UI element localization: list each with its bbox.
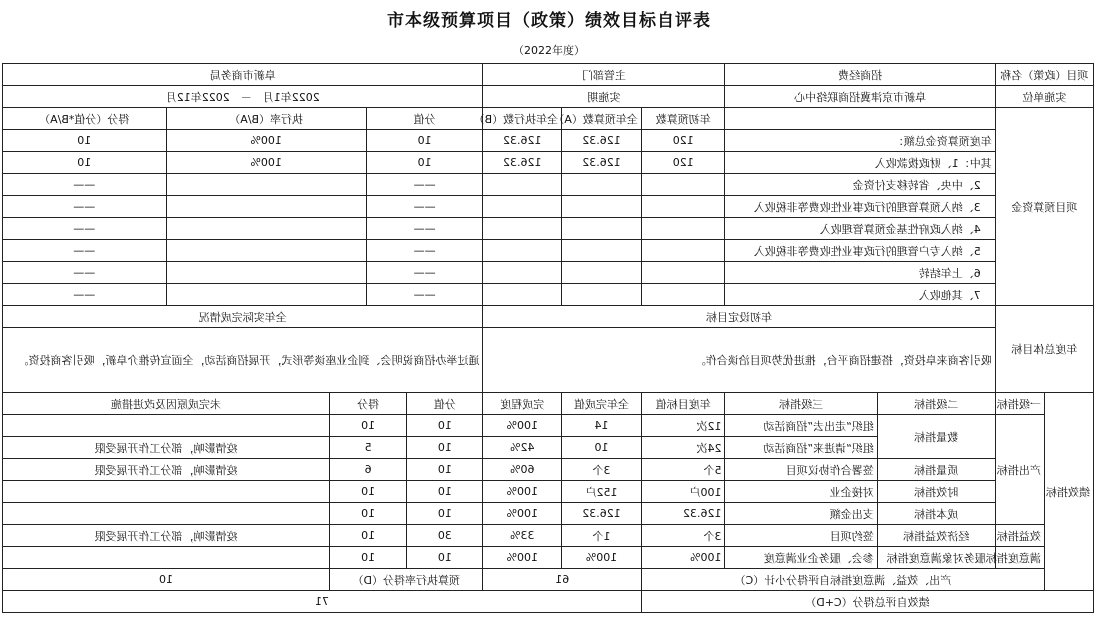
- funds-cell: [483, 240, 562, 262]
- l1-output-label: 产出指标: [995, 415, 1044, 525]
- funds-cell: ——: [366, 262, 483, 284]
- funds-col-header: 年初预算数: [641, 108, 725, 130]
- ind-col-header: 全年完成值: [562, 393, 642, 415]
- ind-col-header: 完成程度: [483, 393, 562, 415]
- ind-target: 24次: [641, 437, 725, 459]
- l3-label: 签署合作协议项目: [725, 459, 877, 481]
- ind-degree: 42%: [483, 437, 562, 459]
- funds-cell: [166, 174, 366, 196]
- funds-row-label: 年度预算资金总额：: [725, 130, 995, 152]
- ind-score: 10: [329, 481, 406, 503]
- funds-cell: [483, 174, 562, 196]
- funds-cell: [641, 240, 725, 262]
- evaluation-table: [2, 63, 1094, 613]
- funds-cell: 126.32: [483, 130, 562, 152]
- ind-degree: 100%: [483, 503, 562, 525]
- ind-target: 100%: [641, 547, 725, 569]
- funds-col-header: 得分（分值*B/A）: [3, 108, 167, 130]
- ind-col-header: 二级指标: [877, 393, 995, 415]
- ind-actual: 126.32: [562, 503, 642, 525]
- funds-row-label: 3、纳入预算管理的行政事业性收费等非税收入: [725, 196, 995, 218]
- period-label: 实施期: [483, 86, 725, 108]
- ind-actual: 1个: [562, 525, 642, 547]
- ind-score: 6: [329, 459, 406, 481]
- funds-cell: ——: [3, 218, 167, 240]
- dept-label: 主管部门: [483, 64, 725, 86]
- funds-cell: ——: [3, 174, 167, 196]
- funds-cell: [641, 284, 725, 306]
- funds-cell: [483, 196, 562, 218]
- ind-score: 10: [329, 503, 406, 525]
- funds-cell: [641, 174, 725, 196]
- goals-actual-text: 通过举办招商说明会、到企业座谈等形式，开展招商活动，全面宣传推介阜新，吸引客商投资。: [3, 328, 483, 393]
- funds-row-label: 2、中央、省转移支付资金: [725, 174, 995, 196]
- ind-score: 10: [329, 525, 406, 547]
- funds-row-label: 6、上年结转: [725, 262, 995, 284]
- goals-plan-label: 年初设定目标: [483, 306, 995, 328]
- funds-col-header: 全年预算数（A）: [562, 108, 642, 130]
- indicators-group-label: 绩效指标: [1044, 393, 1093, 591]
- funds-cell: ——: [3, 240, 167, 262]
- funds-col-header: 全年执行数（B）: [483, 108, 562, 130]
- funds-cell: [483, 284, 562, 306]
- ind-actual: 100%: [562, 547, 642, 569]
- funds-cell: [641, 196, 725, 218]
- l2-label: 经济效益指标: [877, 525, 995, 547]
- funds-cell: [641, 218, 725, 240]
- period-value: 2022年1月 － 2022年12月: [3, 86, 483, 108]
- funds-cell: 120: [641, 152, 725, 174]
- budget-score-label: 预算执行率得分（D）: [329, 569, 483, 591]
- total-value: 71: [3, 591, 642, 613]
- funds-cell: [562, 284, 642, 306]
- l2-label: 时效指标: [877, 481, 995, 503]
- ind-actual: 152户: [562, 481, 642, 503]
- ind-score-max: 10: [407, 415, 483, 437]
- ind-reason: [3, 547, 330, 569]
- ind-col-header: 三级指标: [725, 393, 877, 415]
- funds-cell: ——: [366, 174, 483, 196]
- page-title: 市本级预算项目（政策）绩效目标自评表: [387, 11, 711, 31]
- funds-col-header: 执行率（B/A）: [166, 108, 366, 130]
- funds-cell: 100%: [166, 130, 366, 152]
- total-label: 绩效自评总得分（C+D）: [641, 591, 1093, 613]
- funds-cell: ——: [366, 196, 483, 218]
- l3-label: 支出金额: [725, 503, 877, 525]
- project-name-label: 项目（政策）名称: [995, 64, 1093, 86]
- ind-degree: 100%: [483, 547, 562, 569]
- ind-actual: 3个: [562, 459, 642, 481]
- ind-score: 10: [329, 547, 406, 569]
- l1-satisfaction-label: 满意度指标: [995, 547, 1044, 569]
- ind-reason: 疫情影响，部分工作开展受限: [3, 459, 330, 481]
- ind-col-header: 年度目标值: [641, 393, 725, 415]
- ind-score: 10: [329, 415, 406, 437]
- dept-value: 阜新市商务局: [3, 64, 483, 86]
- funds-cell: 10: [3, 130, 167, 152]
- l3-label: 签约项目: [725, 525, 877, 547]
- funds-cell: 126.32: [483, 152, 562, 174]
- subtotal-label: 产出、效益、满意度指标自评得分小计（C）: [641, 569, 1044, 591]
- funds-cell: [562, 196, 642, 218]
- ind-degree: 33%: [483, 525, 562, 547]
- ind-score-max: 10: [407, 459, 483, 481]
- ind-degree: 60%: [483, 459, 562, 481]
- ind-target: 3个: [641, 525, 725, 547]
- ind-target: 12次: [641, 415, 725, 437]
- funds-cell: ——: [3, 262, 167, 284]
- funds-cell: ——: [366, 284, 483, 306]
- ind-target: 5个: [641, 459, 725, 481]
- funds-cell: 126.32: [562, 152, 642, 174]
- funds-cell: [562, 262, 642, 284]
- ind-degree: 100%: [483, 481, 562, 503]
- funds-row-label: 4、纳入政府性基金预算管理收入: [725, 218, 995, 240]
- ind-col-header: 一级指标: [995, 393, 1044, 415]
- funds-header-blank: [725, 108, 995, 130]
- funds-cell: [166, 196, 366, 218]
- ind-target: 126.32: [641, 503, 725, 525]
- l3-label: 组织“请进来”招商活动: [725, 437, 877, 459]
- funds-row-label: 5、纳入专户管理的行政事业性收费等非税收入: [725, 240, 995, 262]
- ind-reason: [3, 503, 330, 525]
- funds-cell: ——: [366, 218, 483, 240]
- ind-actual: 10: [562, 437, 642, 459]
- funds-cell: [166, 218, 366, 240]
- ind-score-max: 10: [407, 481, 483, 503]
- funds-cell: 120: [641, 130, 725, 152]
- ind-col-header: 得分: [329, 393, 406, 415]
- ind-reason: 疫情影响，部分工作开展受限: [3, 437, 330, 459]
- ind-reason: 疫情影响，部分工作开展受限: [3, 525, 330, 547]
- funds-cell: [166, 240, 366, 262]
- ind-actual: 14: [562, 415, 642, 437]
- funds-col-header: 分值: [366, 108, 483, 130]
- funds-cell: [562, 218, 642, 240]
- l2-label: 质量指标: [877, 459, 995, 481]
- funds-cell: [166, 262, 366, 284]
- ind-score-max: 30: [407, 525, 483, 547]
- funds-cell: 10: [366, 130, 483, 152]
- l1-benefit-label: 效益指标: [995, 525, 1044, 547]
- funds-row-label: 7、其他收入: [725, 284, 995, 306]
- ind-col-header: 未完成原因及改进措施: [3, 393, 330, 415]
- funds-cell: 126.32: [562, 130, 642, 152]
- funds-cell: [641, 262, 725, 284]
- subtotal-value: 61: [483, 569, 641, 591]
- funds-cell: [483, 262, 562, 284]
- goals-plan-text: 吸引客商来阜投资，搭建招商平台，推进优势项目洽谈合作。: [483, 328, 995, 393]
- funds-cell: 10: [3, 152, 167, 174]
- funds-cell: ——: [3, 196, 167, 218]
- l3-label: 对接企业: [725, 481, 877, 503]
- funds-cell: 100%: [166, 152, 366, 174]
- year-note: （2022年度）: [513, 44, 585, 57]
- ind-degree: 100%: [483, 415, 562, 437]
- ind-col-header: 分值: [407, 393, 483, 415]
- ind-target: 100户: [641, 481, 725, 503]
- ind-score-max: 10: [407, 437, 483, 459]
- ind-score: 5: [329, 437, 406, 459]
- impl-unit-value: 阜新市京津冀招商联络中心: [725, 86, 995, 108]
- funds-cell: ——: [366, 240, 483, 262]
- funds-cell: [562, 240, 642, 262]
- l3-label: 组织“走出去”招商活动: [725, 415, 877, 437]
- funds-cell: ——: [3, 284, 167, 306]
- ind-score-max: 10: [407, 503, 483, 525]
- goals-section-label: 年度总体目标: [995, 306, 1093, 393]
- project-name-value: 招商经费: [725, 64, 995, 86]
- l2-label: 成本指标: [877, 503, 995, 525]
- ind-score-max: 10: [407, 547, 483, 569]
- funds-cell: 10: [366, 152, 483, 174]
- funds-section-label: 项目预算资金: [995, 108, 1093, 306]
- funds-cell: [483, 218, 562, 240]
- ind-reason: [3, 481, 330, 503]
- goals-actual-label: 全年实际完成情况: [3, 306, 483, 328]
- funds-row-label: 其中：1、财政拨款收入: [725, 152, 995, 174]
- l2-label: 服务对象满意度指标: [877, 547, 995, 569]
- budget-score-value: 10: [3, 569, 330, 591]
- impl-unit-label: 实施单位: [995, 86, 1093, 108]
- l2-label: 数量指标: [877, 415, 995, 459]
- l3-label: 参会、服务企业满意度: [725, 547, 877, 569]
- funds-cell: [166, 284, 366, 306]
- funds-cell: [562, 174, 642, 196]
- ind-reason: [3, 415, 330, 437]
